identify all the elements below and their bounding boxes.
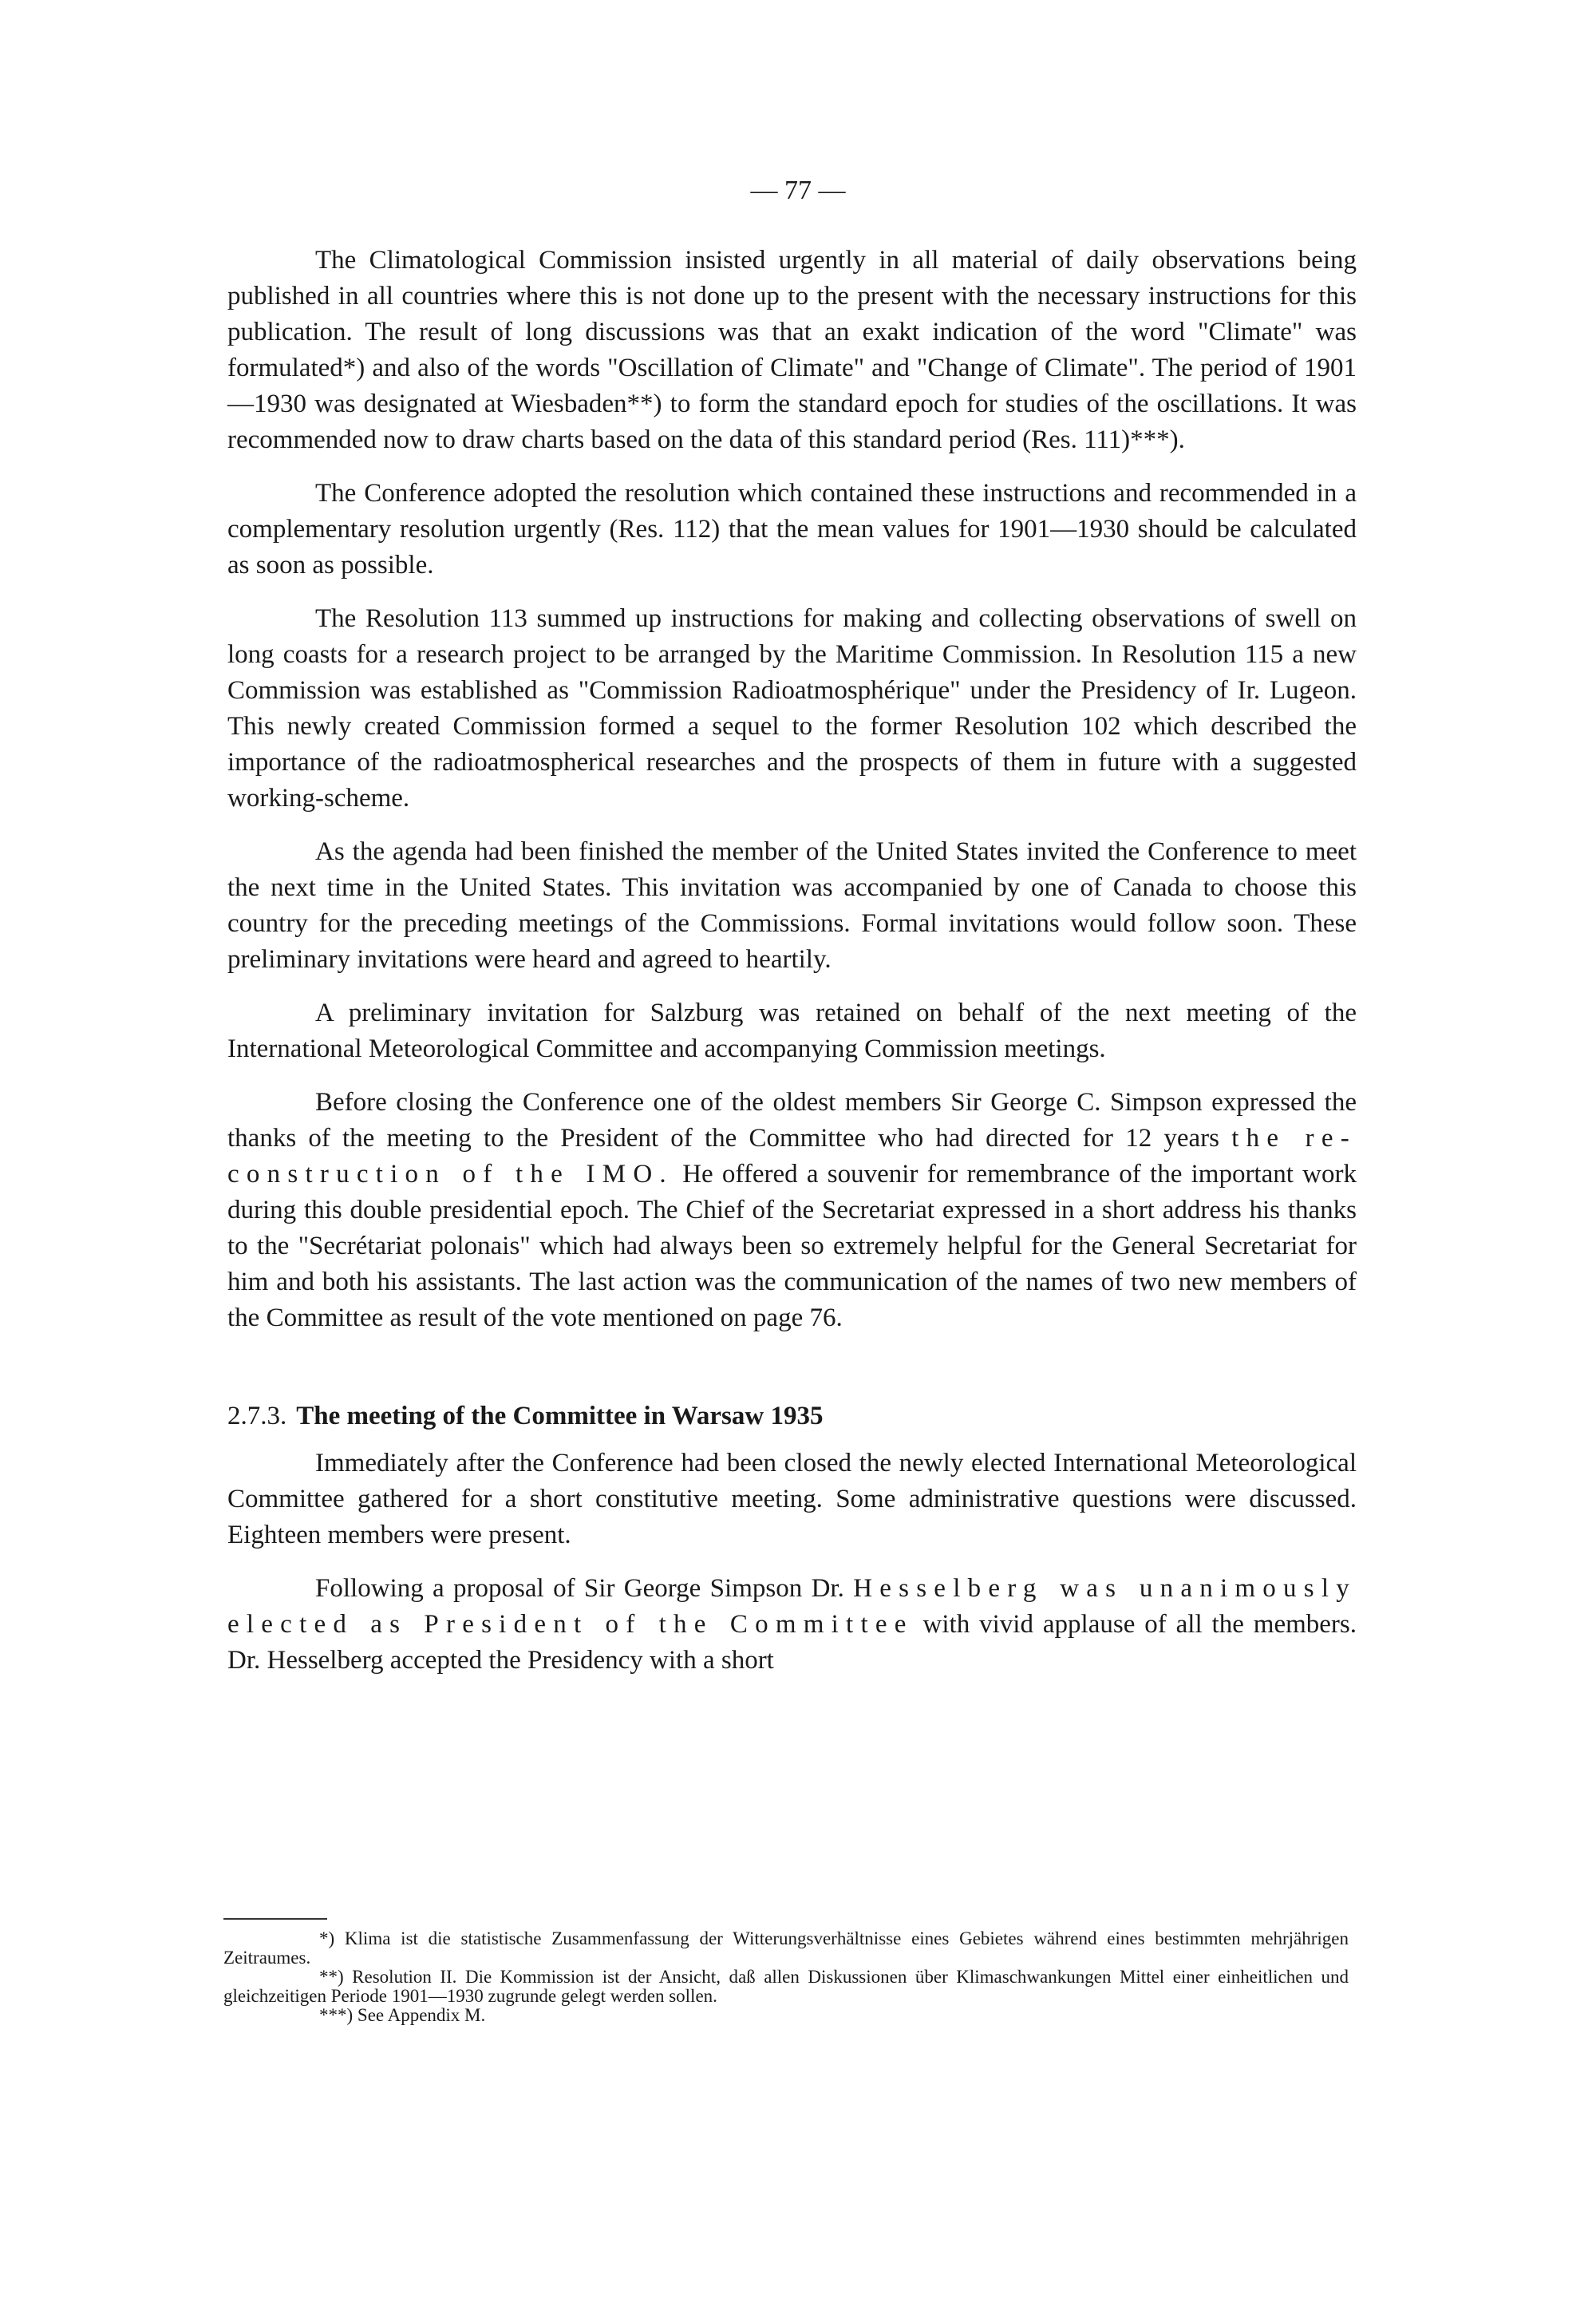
paragraph-closing-conference (227, 1085, 1357, 1336)
footnotes (223, 1918, 1349, 2025)
footnote-climate-definition: *) Klima ist die statistische Zusammenfassung der Witterungsverhältnisse eines Gebietes während eines bestimmten mehrjährigen Zeitraumes. (223, 1928, 1349, 1968)
election-text-end: with vivid applause of all the members. Dr. Hesselberg accepted the Presidency with a short (227, 1610, 1357, 1675)
page-number: — 77 — (750, 176, 846, 205)
paragraph-committee-gathered: Immediately after the Conference had been closed the newly elected International Meteorological Committee gathered for a short constitutive meeting. Some administrative questions were discussed. Eighteen members were present. (227, 1449, 1357, 1549)
paragraph-salzburg-invitation: A preliminary invitation for Salzburg was retained on behalf of the next meeting of the International Meteorological Committee and accompanying Commission meetings. (227, 999, 1357, 1063)
footnote-appendix-m: ***) See Appendix M. (319, 2005, 486, 2025)
paragraph-conference-resolution: The Conference adopted the resolution which contained these instructions and recommended in a complementary resolution urgently (Res. 112) that the mean values for 1901—1930 should be calculated as soon as possible. (227, 479, 1357, 579)
footnote-divider (223, 1918, 327, 1920)
paragraph-united-states-invitation: As the agenda had been finished the member of the United States invited the Conference to meet the next time in the United States. This invitation was accompanied by one of Canada to choose this country for the preceding meetings of the Commissions. Formal invitations would follow soon. These preliminary invitations were heard and agreed to heartily. (227, 837, 1357, 974)
closing-text-start: Before closing the Conference one of the oldest members Sir George C. Simpson expressed the thanks of the meeting to the President of the Committee who had directed for 12 years (227, 1088, 1357, 1153)
section-heading (227, 1398, 1357, 1434)
section-title: The meeting of the Committee in Warsaw 1935 (296, 1402, 824, 1430)
body-text (227, 243, 1357, 1696)
paragraph-hesselberg-elected (227, 1571, 1357, 1679)
closing-text-spaced: the re-construction of the IMO. (227, 1124, 1357, 1189)
election-text-spaced: Hesselberg was unanimously elected as President of the Committee (227, 1574, 1357, 1639)
paragraph-climatological-commission: The Climatological Commission insisted urgently in all material of daily observations being published in all countries where this is not done up to the present with the necessary instructions for this publication. The result of long discussions was that an exakt indication of the word "Climate" was formulated*) and also of the words "Oscillation of Climate" and "Change of Climate". The period of 1901—1930 was designated at Wiesbaden**) to form the standard epoch for studies of the oscillations. It was recommended now to draw charts based on the data of this standard period (Res. 111)***). (227, 246, 1357, 454)
closing-text-end: He offered a souvenir for remembrance of the important work during this double presidential epoch. The Chief of the Secretariat expressed in a short address his thanks to the "Secrétariat polonais" which had always been so extremely helpful for the General Secretariat for him and both his assistants. The last action was the communication of the names of two new members of the Committee as result of the vote mentioned on page 76. (227, 1160, 1357, 1332)
election-text-start: Following a proposal of Sir George Simpson Dr. (315, 1574, 854, 1603)
paragraph-resolution-113: The Resolution 113 summed up instructions for making and collecting observations of swell on long coasts for a research project to be arranged by the Maritime Commission. In Resolution 115 a new Commission was established as "Commission Radioatmosphérique" under the Presidency of Ir. Lugeon. This newly created Commission formed a sequel to the former Resolution 102 which described the importance of the radioatmospherical researches and the prospects of them in future with a suggested working-scheme. (227, 604, 1357, 813)
section-number: 2.7.3. (227, 1402, 287, 1430)
footnote-resolution-ii: **) Resolution II. Die Kommission ist der Ansicht, daß allen Diskussionen über Klimaschwankungen Mittel einer einheitlichen und gleichzeitigen Periode 1901—1930 zugrunde gelegt werden sollen. (223, 1967, 1349, 2006)
